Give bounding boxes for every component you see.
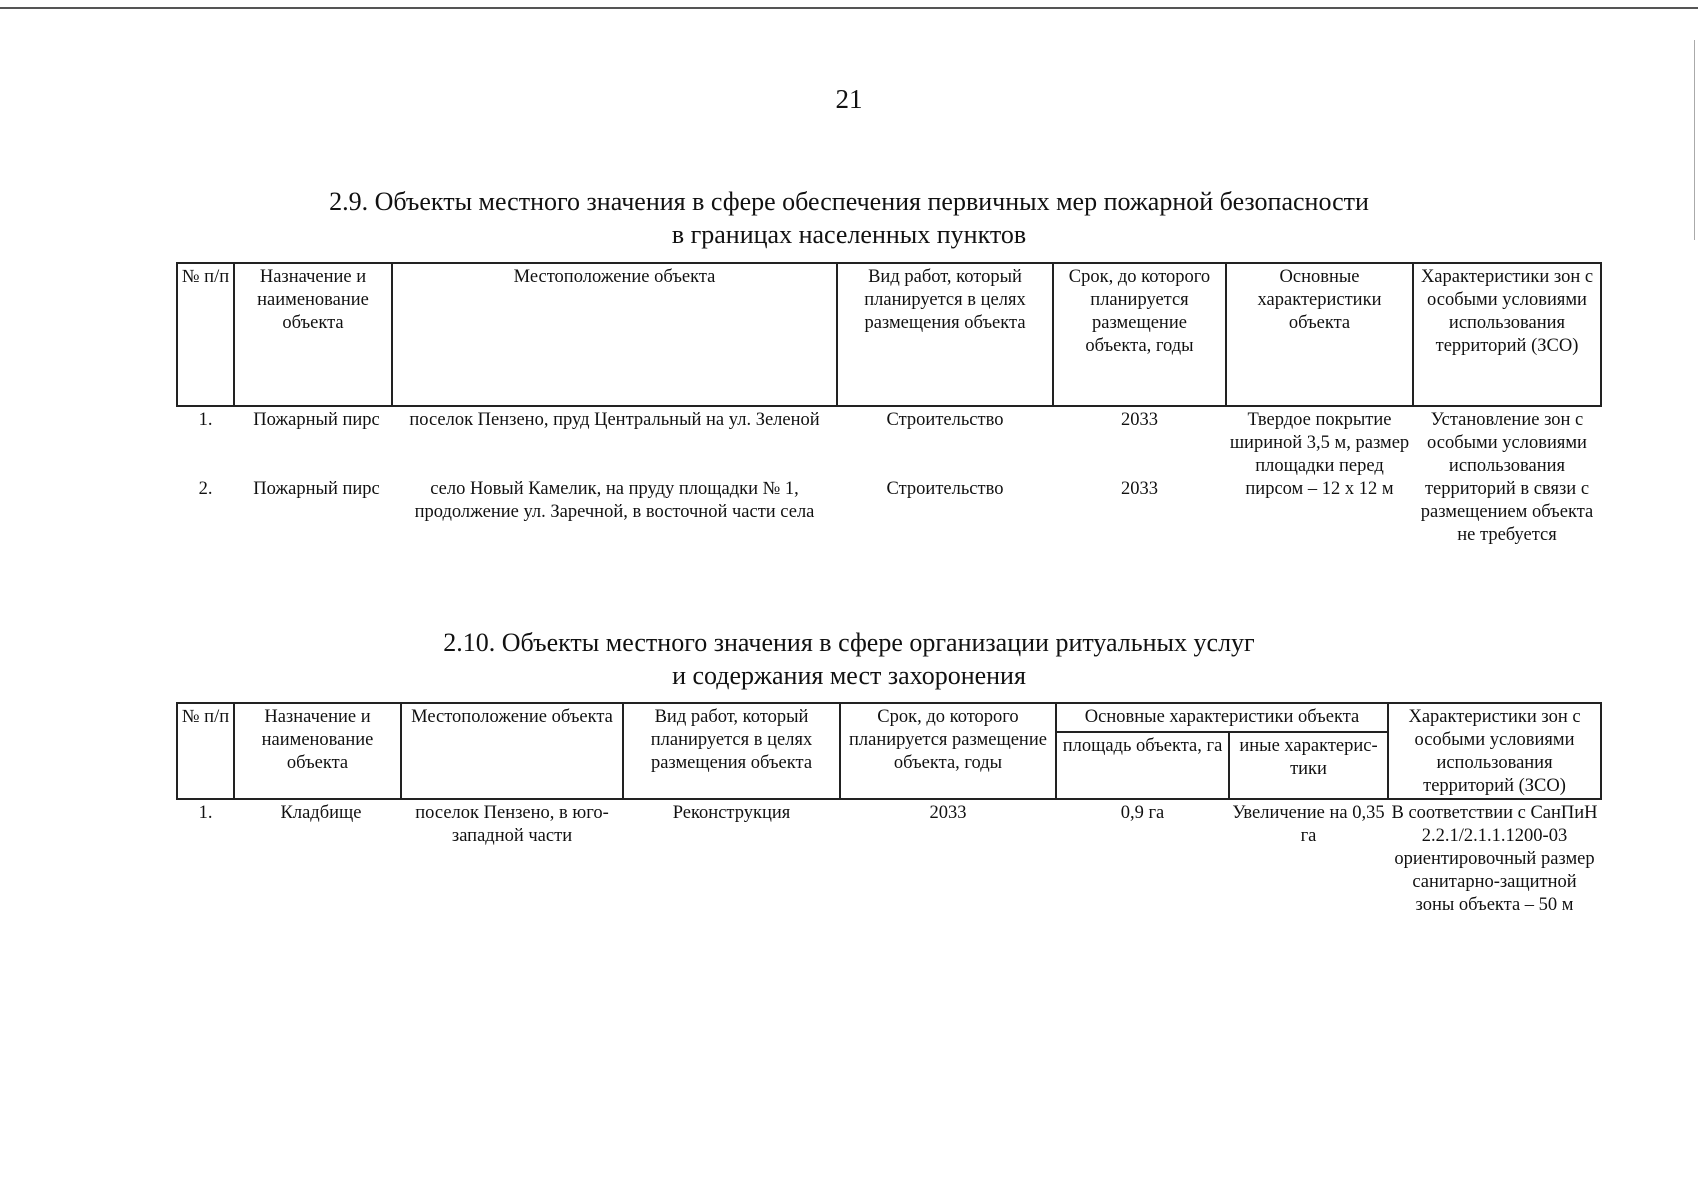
object-characteristics: Твердое покрытие шириной 3,5 м, размер площадки перед пирсом – 12 x 12 м	[1229, 410, 1410, 499]
section-title-line: в границах населенных пунктов	[671, 220, 1027, 249]
zso-characteristics: В соответствии с СанПиН 2.2.1/2.1.1.1200-03 ориентировочный размер санитарно-защитной зоны объекта – 50 м	[1391, 803, 1598, 915]
header-cell-characteristics: Основные характеристики объекта	[1226, 263, 1413, 406]
object-area: 0,9 га	[1120, 803, 1165, 823]
zso-characteristics: Установление зон с особыми условиями использования территорий в связи с размещением объекта не требуется	[1420, 410, 1594, 545]
header-cell-main-characteristics: Основные характеристики объекта	[1056, 703, 1388, 732]
section-title-2-9	[0, 185, 1698, 251]
fire-safety-objects-table	[176, 262, 1602, 616]
term-year: 2033	[1121, 479, 1158, 499]
header-cell-other: иные характерис-тики	[1229, 732, 1388, 799]
object-name: Пожарный пирс	[253, 410, 380, 430]
work-type: Реконструкция	[672, 803, 791, 823]
row-number: 2.	[198, 479, 213, 499]
table-header-row	[177, 263, 1601, 406]
header-cell-num: № п/п	[177, 263, 234, 406]
table-row	[177, 406, 1601, 476]
header-cell-area: площадь объекта, га	[1056, 732, 1229, 799]
object-location: село Новый Камелик, на пруду площадки № 1, продолжение ул. Заречной, в восточной части села	[414, 479, 815, 522]
header-cell-num: № п/п	[177, 703, 234, 799]
page-number: 21	[835, 84, 863, 114]
header-cell-zso: Характеристики зон с особыми условиями использования территорий (ЗСО)	[1413, 263, 1601, 406]
header-cell-term: Срок, до которого планируется размещение объекта, годы	[840, 703, 1056, 799]
table-header-row	[177, 703, 1601, 732]
section-title-2-10	[0, 626, 1698, 692]
work-type: Строительство	[886, 479, 1004, 499]
header-cell-name: Назначение и наименование объекта	[234, 703, 401, 799]
scan-edge-line	[0, 7, 1698, 9]
term-year: 2033	[929, 803, 967, 823]
row-number: 1.	[198, 410, 213, 430]
header-cell-work: Вид работ, который планируется в целях размещения объекта	[837, 263, 1053, 406]
object-name: Кладбище	[280, 803, 362, 823]
header-cell-location: Местоположение объекта	[401, 703, 623, 799]
section-title-line: 2.10. Объекты местного значения в сфере организации ритуальных услуг	[443, 628, 1255, 657]
object-name: Пожарный пирс	[253, 479, 380, 499]
term-year: 2033	[1121, 410, 1158, 430]
header-cell-work: Вид работ, который планируется в целях размещения объекта	[623, 703, 840, 799]
row-number: 1.	[198, 803, 213, 823]
table-row	[177, 799, 1601, 917]
header-cell-zso: Характеристики зон с особыми условиями использования территорий (ЗСО)	[1388, 703, 1601, 799]
header-cell-term: Срок, до которого планируется размещение объекта, годы	[1053, 263, 1226, 406]
header-cell-name: Назначение и наименование объекта	[234, 263, 392, 406]
header-cell-location: Местоположение объекта	[392, 263, 837, 406]
section-title-line: 2.9. Объекты местного значения в сфере обеспечения первичных мер пожарной безопасности	[329, 187, 1369, 216]
section-title-line: и содержания мест захоронения	[672, 661, 1026, 690]
other-characteristics: Увеличение на 0,35 га	[1232, 803, 1385, 846]
object-location: поселок Пензено, пруд Центральный на ул. Зеленой	[409, 410, 820, 430]
work-type: Строительство	[886, 410, 1004, 430]
ritual-services-objects-table	[176, 702, 1602, 917]
object-location: поселок Пензено, в юго-западной части	[415, 803, 609, 846]
